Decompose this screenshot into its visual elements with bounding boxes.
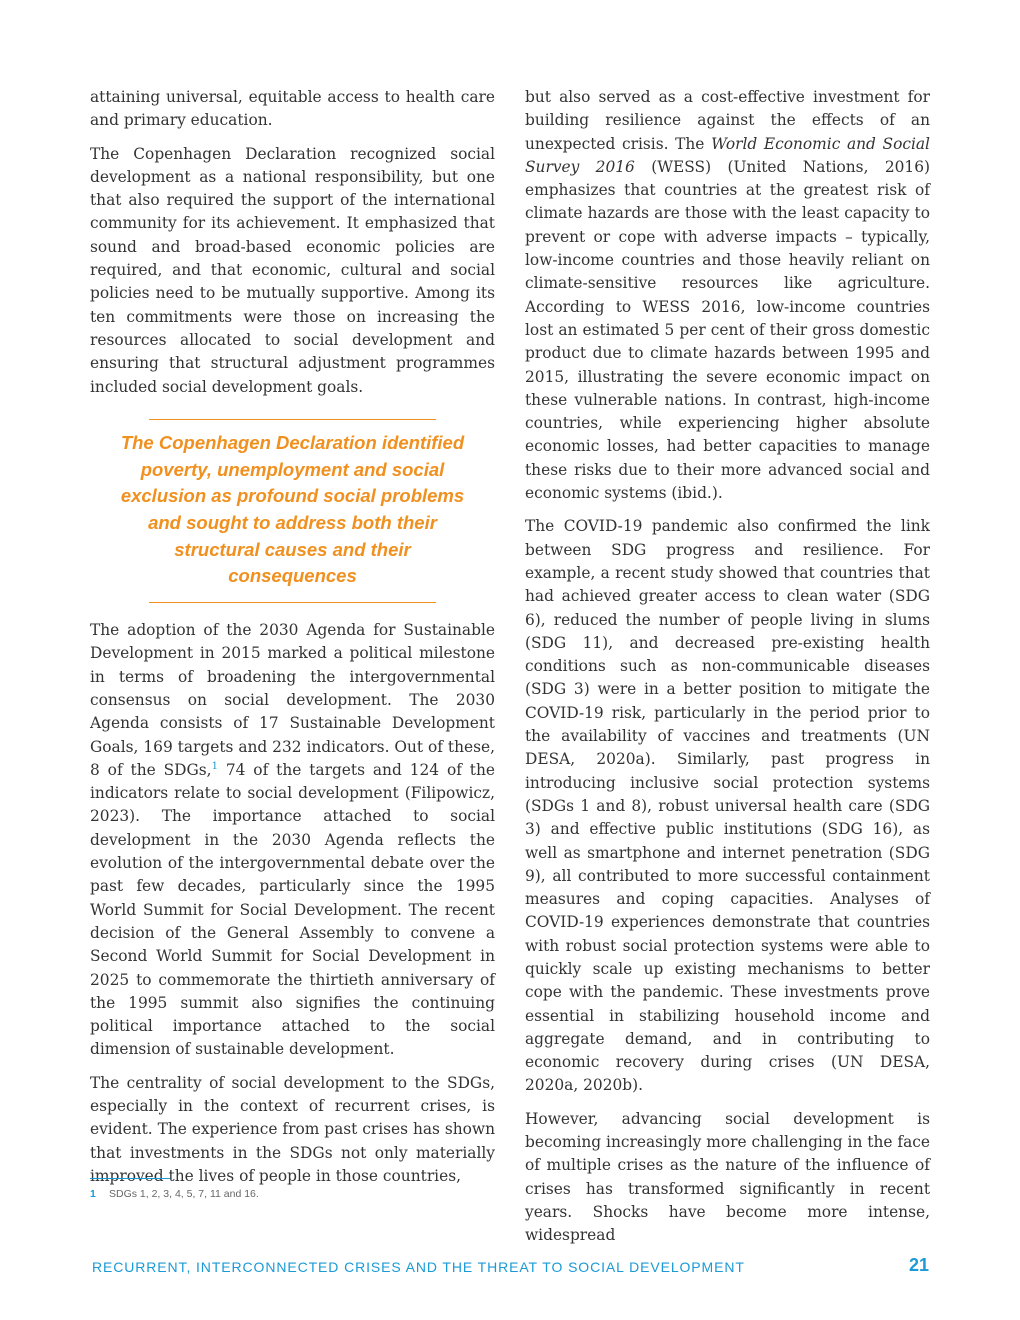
paragraph-text: 74 of the targets and 124 of the indicators relate to social development (Filipowicz, 2023). The importance attached to social development in the 2030 Agenda reflects the evolution of the intergovernmental debate over the past few decades, particularly since the 1995 World Summit for Social Development. The recent decision of the General Assembly to convene a Second World Summit for Social Development in 2025 to commemorate the thirtieth anniversary of the 1995 summit also signifies the continuing political importance attached to the social dimension of sustainable development. bbox=[90, 760, 495, 1059]
paragraph: attaining universal, equitable access to health care and primary education. bbox=[90, 88, 495, 130]
paragraph-text: (WESS) (United Nations, 2016) emphasizes that countries at the greatest risk of climate hazards are those with the least capacity to prevent or cope with adverse impacts – typically, low-income countries and those heavily reliant on climate-sensitive resources like agriculture. According to WESS 2016, low-income countries lost an estimated 5 per cent of their gross domestic product due to climate hazards between 1995 and 2015, illustrating the severe economic impact on these vulnerable nations. In contrast, high-income countries, while experiencing higher absolute economic losses, had better capacities to manage these risks due to their more advanced social and economic systems (ibid.). bbox=[525, 157, 930, 503]
paragraph bbox=[525, 86, 930, 505]
paragraph: The centrality of social development to the SDGs, especially in the context of recurrent crises, is evident. The experience from past crises has shown that investments in the SDGs not only materially improved the lives of people in those countries, bbox=[90, 1073, 495, 1185]
footnote-number: 1 bbox=[90, 1188, 96, 1200]
footnote-divider bbox=[90, 1178, 170, 1179]
paragraph-text: but also served as a cost-effective investment for building resilience against the effects of an unexpected crisis. The bbox=[525, 88, 930, 153]
publication-title: World Economic and Social Survey 2016 bbox=[525, 134, 930, 176]
right-column bbox=[525, 86, 930, 1258]
pull-quote bbox=[120, 419, 465, 603]
footnote-reference-link[interactable]: 1 bbox=[211, 760, 218, 772]
left-column bbox=[90, 86, 495, 1198]
paragraph: However, advancing social development is becoming increasingly more challenging in the face of multiple crises as the nature of the influence of crises has transformed significantly in recent years. Shocks have become more intense, widespread bbox=[525, 1109, 930, 1245]
paragraph-text: The adoption of the 2030 Agenda for Sustainable Development in 2015 marked a political milestone in terms of broadening the intergovernmental consensus on social development. The 2030 Agenda consists of 17 Sustainable Development Goals, 169 targets and 232 indicators. Out of these, 8 of the SDGs, bbox=[90, 621, 495, 779]
paragraph: The Copenhagen Declaration recognized social development as a national responsibility, but one that also required the support of the international community for its achievement. It emphasized that sound and broad-based economic policies are required, and that economic, cultural and social policies need to be mutually supportive. Among its ten commitments were those on increasing the resources allocated to social development and ensuring that structural adjustment programmes included social development goals. bbox=[90, 144, 495, 396]
paragraph bbox=[90, 619, 495, 1062]
paragraph: The COVID-19 pandemic also confirmed the link between SDG progress and resilience. For example, a recent study showed that countries that had achieved greater access to clean water (SDG 6), reduced the number of people living in slums (SDG 11), and decreased pre-existing health conditions such as non-communicable diseases (SDG 3) were in a better position to mitigate the COVID-19 risk, particularly in the period prior to the availability of vaccines and treatments (UN DESA, 2020a). Similarly, past progress in introducing inclusive social protection systems (SDGs 1 and 8), robust universal health care (SDG 3) and effective public institutions (SDG 16), as well as smartphone and internet penetration (SDG 9), all contributed to more successful containment measures and coping capacities. Analyses of COVID-19 experiences demonstrate that countries with robust social protection systems were able to quickly scale up existing mechanisms to better cope with the pandemic. These investments prove essential in stabilizing household income and aggregate demand, and in contributing to economic recovery during crises (UN DESA, 2020a, 2020b). bbox=[525, 517, 930, 1095]
page-number: 21 bbox=[908, 1255, 929, 1275]
footnote bbox=[90, 1188, 259, 1200]
pull-quote-text: The Copenhagen Declaration identified poverty, unemployment and social exclusion as profound social problems and sought to address both their structural causes and their consequences bbox=[120, 431, 465, 587]
footnote-text: SDGs 1, 2, 3, 4, 5, 7, 11 and 16. bbox=[109, 1188, 259, 1200]
running-footer-title: RECURRENT, INTERCONNECTED CRISES AND THE THREAT TO SOCIAL DEVELOPMENT bbox=[92, 1259, 745, 1275]
